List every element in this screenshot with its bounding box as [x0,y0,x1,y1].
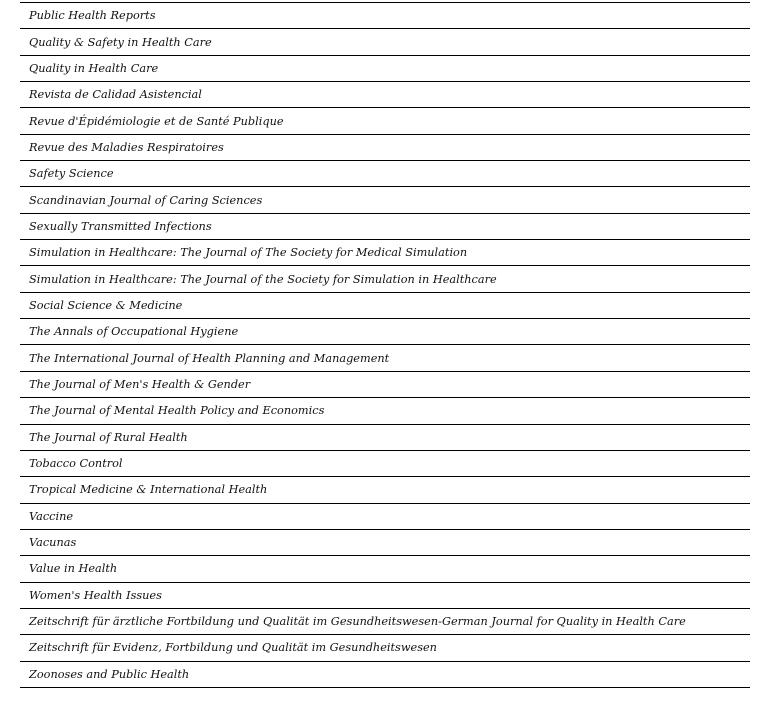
journal-row: Simulation in Healthcare: The Journal of the Society for Simulation in Healthcare [20,266,750,292]
journal-row: Women's Health Issues [20,583,750,609]
journal-row: Scandinavian Journal of Caring Sciences [20,187,750,213]
journal-row: Revue d'Épidémiologie et de Santé Publique [20,108,750,134]
journal-row: Tropical Medicine & International Health [20,477,750,503]
journal-row: The Journal of Men's Health & Gender [20,372,750,398]
journal-row: Vaccine [20,504,750,530]
journal-row: The Annals of Occupational Hygiene [20,319,750,345]
journal-row: Vacunas [20,530,750,556]
journal-row: Safety Science [20,161,750,187]
journal-row: Zoonoses and Public Health [20,662,750,688]
journal-row: Value in Health [20,556,750,582]
journal-row: Sexually Transmitted Infections [20,214,750,240]
journal-row: The Journal of Rural Health [20,425,750,451]
journal-row: The International Journal of Health Planning and Management [20,345,750,371]
journal-list-table [20,2,750,688]
journal-row: The Journal of Mental Health Policy and Economics [20,398,750,424]
journal-row: Quality in Health Care [20,56,750,82]
journal-row: Social Science & Medicine [20,293,750,319]
journal-row: Revue des Maladies Respiratoires [20,135,750,161]
journal-row: Simulation in Healthcare: The Journal of The Society for Medical Simulation [20,240,750,266]
journal-row: Zeitschrift für ärztliche Fortbildung und Qualität im Gesundheitswesen-German Journal for Quality in Health Care [20,609,750,635]
journal-row: Tobacco Control [20,451,750,477]
journal-row: Public Health Reports [20,3,750,29]
journal-row: Revista de Calidad Asistencial [20,82,750,108]
journal-row: Quality & Safety in Health Care [20,29,750,55]
journal-row: Zeitschrift für Evidenz, Fortbildung und Qualität im Gesundheitswesen [20,635,750,661]
